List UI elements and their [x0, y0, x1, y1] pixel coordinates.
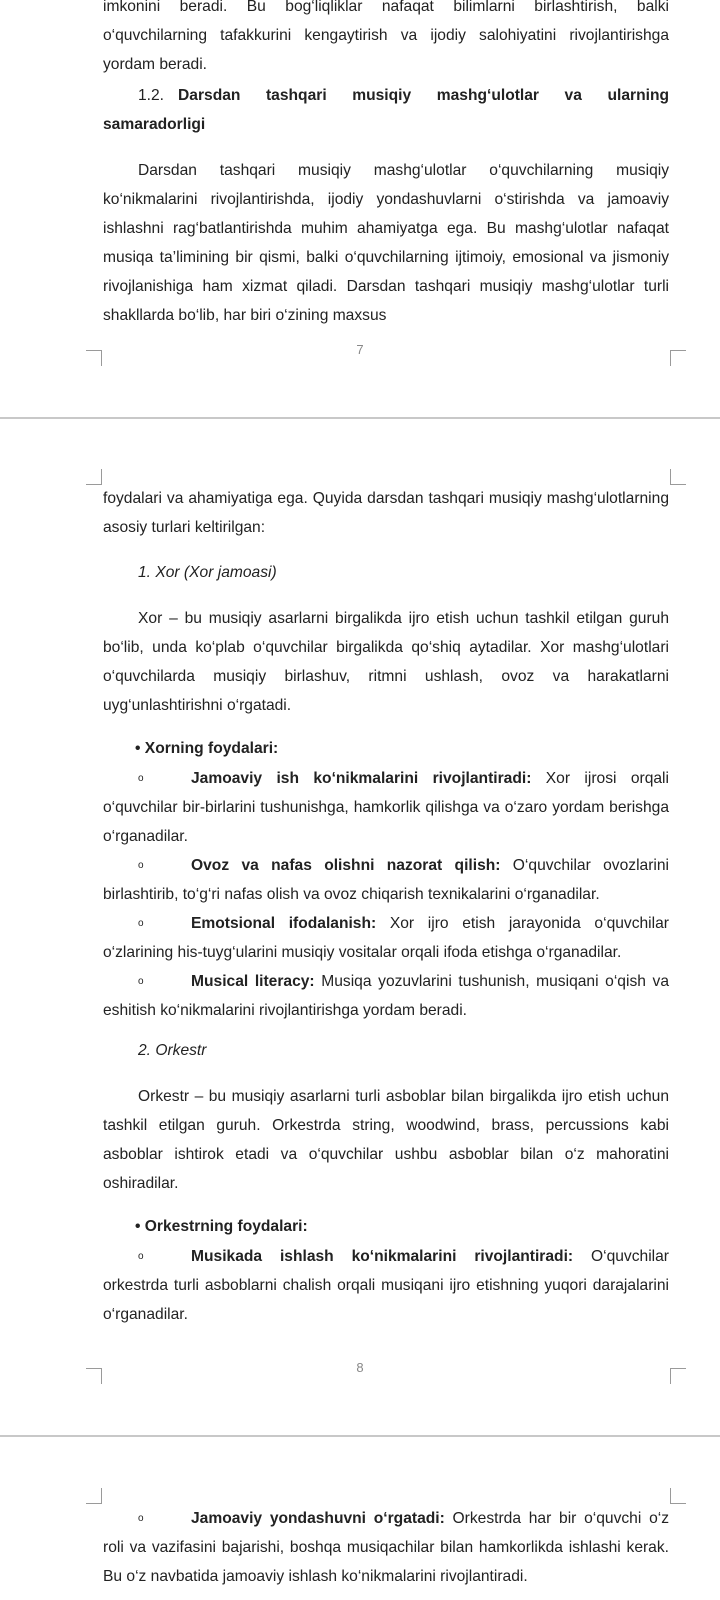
bullet-orchestra-benefits: • Orkestrning foydalari:: [135, 1218, 308, 1235]
list-item: o Emotsional ifodalanish: Xor ijro etish jarayonida o‘quvchilar o‘zlarining his-tuyg‘ularini musiqiy vositalar orqali ifoda etishga o‘rganadilar.: [103, 909, 669, 967]
subsection-title-orchestra: 2. Orkestr: [138, 1042, 207, 1059]
page-8: [0, 419, 720, 1435]
list-item: o Musikada ishlash ko‘nikmalarini rivojlantiradi: O‘quvchilar orkestrda turli asboblarni chalish orqali musiqani ijro etishning yuqori darajalarini o‘rganadilar.: [103, 1242, 669, 1329]
page-corner-mark: [86, 1488, 102, 1504]
section-title: Darsdan tashqari musiqiy mashg‘ulotlar va ularning samaradorligi: [103, 87, 669, 133]
bullet-circle: o: [138, 918, 144, 930]
page-corner-mark: [670, 469, 686, 485]
section-number: 1.2.: [138, 87, 165, 104]
paragraph-continued: foydalari va ahamiyatiga ega. Quyida darsdan tashqari musiqiy mashg‘ulotlarning asosiy turlari keltirilgan:: [103, 490, 669, 536]
list-item: o Musical literacy: Musiqa yozuvlarini tushunish, musiqani o‘qish va eshitish ko‘nikmalarini rivojlantirishga yordam beradi.: [103, 967, 669, 1025]
bullet-circle: o: [138, 773, 144, 785]
page-7: [0, 0, 720, 418]
list-item: o Ovoz va nafas olishni nazorat qilish: O‘quvchilar ovozlarini birlashtirib, to‘g‘ri nafas olish va ovoz chiqarish texnikalarini o‘rganadilar.: [103, 851, 669, 909]
bullet-circle: o: [138, 1251, 144, 1263]
list-item: o Jamoaviy yondashuvni o‘rgatadi: Orkestrda har bir o‘quvchi o‘z roli va vazifasini bajarishi, boshqa musiqachilar bilan hamkorlikda ishlashi kerak. Bu o‘z navbatida jamoaviy ishlash ko‘nikmalarini rivojlantiradi.: [103, 1504, 669, 1591]
list-item: o Jamoaviy ish ko‘nikmalarini rivojlantiradi: Xor ijrosi orqali o‘quvchilar bir-birlarini tushunishga, hamkorlik qilishga va o‘zaro yordam berishga o‘rganadilar.: [103, 764, 669, 851]
bullet-circle: o: [138, 860, 144, 872]
paragraph-orchestra: Orkestr – bu musiqiy asarlarni turli asboblar bilan birgalikda ijro etish uchun tashkil etilgan guruh. Orkestrda string, woodwind, brass, percussions kabi asboblar ishtirok etadi va o‘quvchilar ushbu asboblar bilan o‘z mahoratini oshiradilar.: [103, 1088, 669, 1192]
bullet-circle: o: [138, 1513, 144, 1525]
page-number: 7: [356, 342, 364, 357]
page-corner-mark: [670, 1488, 686, 1504]
paragraph-intro: Darsdan tashqari musiqiy mashg‘ulotlar o‘quvchilarning musiqiy ko‘nikmalarini rivojlantirishda, ijodiy yondashuvlarni o‘stirishda va jamoaviy ishlashni rag‘batlantirishda muhim ahamiyatga ega. Bu mashg‘ulotlar nafaqat musiqa ta’limining bir qismi, balki o‘quvchilarning ijtimoiy, emosional va jismoniy rivojlanishiga ham xizmat qiladi. Darsdan tashqari musiqiy mashg‘ulotlar turli shakllarda bo‘lib, har biri o‘zining maxsus: [103, 162, 669, 324]
bullet-circle: o: [138, 976, 144, 988]
subsection-title-choir: 1. Xor (Xor jamoasi): [138, 564, 277, 581]
page-9: [0, 1437, 720, 1600]
bullet-choir-benefits: • Xorning foydalari:: [135, 740, 279, 757]
page-corner-mark: [86, 469, 102, 485]
page-number: 8: [356, 1360, 364, 1375]
paragraph-choir: Xor – bu musiqiy asarlarni birgalikda ijro etish uchun tashkil etilgan guruh bo‘lib, unda ko‘plab o‘quvchilar birgalikda qo‘shiq aytadilar. Xor mashg‘ulotlari o‘quvchilarda musiqiy birlashuv, ritmni ushlash, ovoz va harakatlarni uyg‘unlashtirishni o‘rgatadi.: [103, 610, 669, 714]
paragraph-top: imkonini beradi. Bu bog‘liqliklar nafaqat bilimlarni birlashtirish, balki o‘quvchilarning tafakkurini kengaytirish va ijodiy salohiyatini rivojlantirishga yordam beradi.: [103, 0, 669, 73]
section-heading: [103, 81, 669, 139]
